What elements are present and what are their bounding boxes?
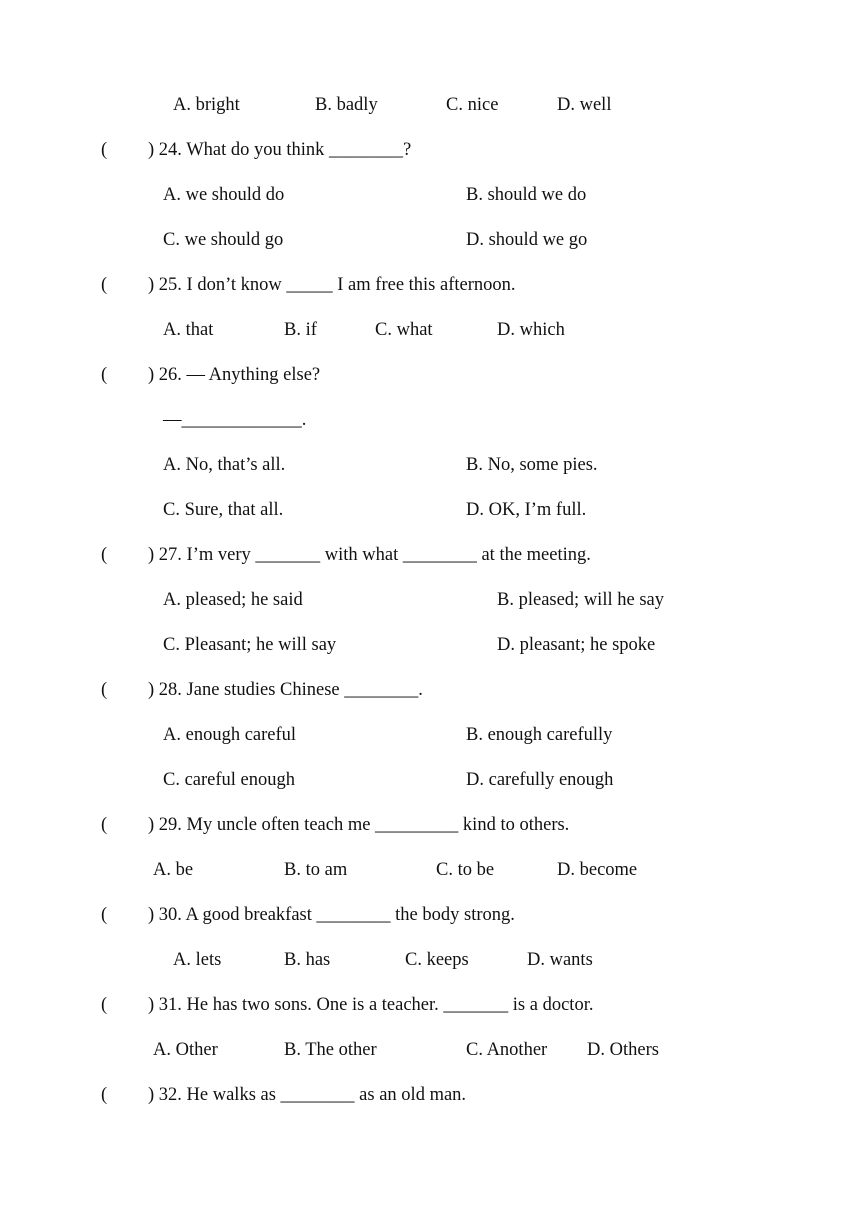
option-choice: C. to be bbox=[436, 860, 495, 880]
answer-bracket: ( bbox=[101, 815, 108, 835]
option-choice: C. Sure, that all. bbox=[163, 500, 284, 520]
option-choice: D. well bbox=[557, 95, 612, 115]
answer-blank-line bbox=[0, 406, 860, 434]
question-stem: ) 24. What do you think ________? bbox=[148, 140, 412, 160]
options-row bbox=[0, 631, 860, 659]
option-choice: B. to am bbox=[284, 860, 348, 880]
answer-bracket: ( bbox=[101, 140, 108, 160]
option-choice: B. if bbox=[284, 320, 317, 340]
option-choice: C. Pleasant; he will say bbox=[163, 635, 337, 655]
options-row bbox=[0, 586, 860, 614]
options-row bbox=[0, 91, 860, 119]
option-choice: A. enough careful bbox=[163, 725, 297, 745]
options-row bbox=[0, 316, 860, 344]
option-choice: A. bright bbox=[173, 95, 240, 115]
options-row bbox=[0, 856, 860, 884]
question-stem-line bbox=[0, 541, 860, 569]
question-stem-line bbox=[0, 901, 860, 929]
option-choice: A. Other bbox=[153, 1040, 218, 1060]
answer-bracket: ( bbox=[101, 905, 108, 925]
option-choice: D. Others bbox=[587, 1040, 659, 1060]
options-row bbox=[0, 766, 860, 794]
option-choice: C. careful enough bbox=[163, 770, 296, 790]
question-stem: ) 30. A good breakfast ________ the body strong. bbox=[148, 905, 515, 925]
question-stem-line bbox=[0, 811, 860, 839]
option-choice: B. The other bbox=[284, 1040, 377, 1060]
option-choice: D. carefully enough bbox=[466, 770, 614, 790]
question-stem: ) 32. He walks as ________ as an old man. bbox=[148, 1085, 467, 1105]
answer-bracket: ( bbox=[101, 545, 108, 565]
answer-bracket: ( bbox=[101, 680, 108, 700]
question-stem-line bbox=[0, 361, 860, 389]
option-choice: C. Another bbox=[466, 1040, 548, 1060]
question-stem: ) 26. — Anything else? bbox=[148, 365, 321, 385]
option-choice: C. keeps bbox=[405, 950, 469, 970]
answer-blank: —_____________. bbox=[163, 410, 307, 430]
answer-bracket: ( bbox=[101, 365, 108, 385]
option-choice: D. should we go bbox=[466, 230, 588, 250]
option-choice: C. we should go bbox=[163, 230, 284, 250]
question-stem: ) 27. I’m very _______ with what ________ at the meeting. bbox=[148, 545, 591, 565]
option-choice: A. No, that’s all. bbox=[163, 455, 286, 475]
question-stem-line bbox=[0, 1081, 860, 1109]
question-stem-line bbox=[0, 676, 860, 704]
option-choice: D. pleasant; he spoke bbox=[497, 635, 656, 655]
question-stem-line bbox=[0, 136, 860, 164]
option-choice: B. badly bbox=[315, 95, 378, 115]
question-stem: ) 28. Jane studies Chinese ________. bbox=[148, 680, 423, 700]
option-choice: B. has bbox=[284, 950, 331, 970]
answer-bracket: ( bbox=[101, 1085, 108, 1105]
options-row bbox=[0, 496, 860, 524]
option-choice: B. No, some pies. bbox=[466, 455, 598, 475]
option-choice: A. that bbox=[163, 320, 214, 340]
option-choice: B. should we do bbox=[466, 185, 587, 205]
option-choice: D. OK, I’m full. bbox=[466, 500, 587, 520]
option-choice: A. be bbox=[153, 860, 194, 880]
option-choice: D. become bbox=[557, 860, 638, 880]
question-stem: ) 29. My uncle often teach me _________ kind to others. bbox=[148, 815, 570, 835]
answer-bracket: ( bbox=[101, 995, 108, 1015]
option-choice: B. enough carefully bbox=[466, 725, 613, 745]
options-row bbox=[0, 1036, 860, 1064]
option-choice: D. wants bbox=[527, 950, 593, 970]
answer-bracket: ( bbox=[101, 275, 108, 295]
option-choice: A. pleased; he said bbox=[163, 590, 303, 610]
options-row bbox=[0, 721, 860, 749]
question-stem-line bbox=[0, 991, 860, 1019]
option-choice: C. nice bbox=[446, 95, 499, 115]
question-stem: ) 31. He has two sons. One is a teacher. _______ is a doctor. bbox=[148, 995, 594, 1015]
question-stem-line bbox=[0, 271, 860, 299]
options-row bbox=[0, 451, 860, 479]
option-choice: A. we should do bbox=[163, 185, 285, 205]
option-choice: B. pleased; will he say bbox=[497, 590, 664, 610]
question-stem: ) 25. I don’t know _____ I am free this afternoon. bbox=[148, 275, 516, 295]
options-row bbox=[0, 181, 860, 209]
option-choice: C. what bbox=[375, 320, 433, 340]
options-row bbox=[0, 946, 860, 974]
option-choice: A. lets bbox=[173, 950, 222, 970]
options-row bbox=[0, 226, 860, 254]
option-choice: D. which bbox=[497, 320, 565, 340]
